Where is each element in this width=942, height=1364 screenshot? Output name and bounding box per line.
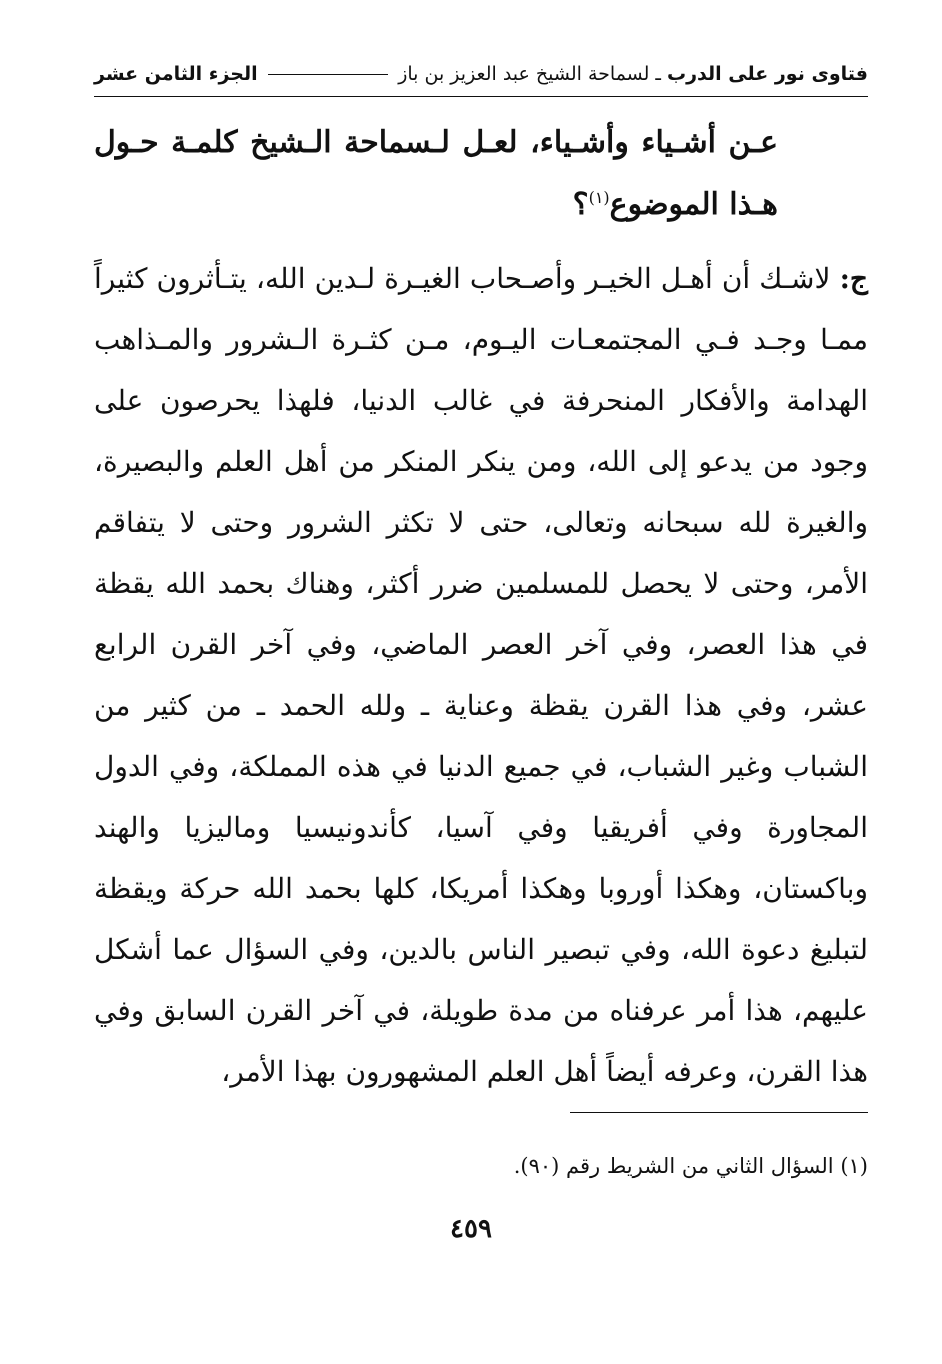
author-line: لسماحة الشيخ عبد العزيز بن باز [398,63,650,85]
footnote-divider [570,1112,868,1113]
question-body: عـن أشـياء وأشـياء، لعـل لـسماحة الـشيخ كلمـة حـول هـذا الموضوع [94,125,778,222]
header-separator: ـ [655,63,661,85]
page-number: ٤٥٩ [450,1214,492,1244]
answer-paragraph [94,248,868,1102]
volume-label: الجزء الثامن عشر [94,63,258,85]
book-title: فتاوى نور على الدرب [667,63,868,85]
footnote: (١) السؤال الثاني من الشريط رقم (٩٠). [513,1154,868,1178]
running-header [94,52,868,97]
header-rule [268,74,389,75]
footnote-reference[interactable]: (١) [588,188,610,207]
answer-body: لاشـك أن أهـل الخيـر وأصـحاب الغيـرة لـدين الله، يتـأثرون كثيراً ممـا وجـد فـي المجتمعـات اليـوم، مـن كثـرة الـشرور والمـذاهب الهدامة والأفكار المنحرفة في غالب الدنيا، فلهذا يحرصون على وجود من يدعو إلى الله، ومن ينكر المنكر من أهل العلم والبصيرة، والغيرة لله سبحانه وتعالى، حتى لا تكثر الشرور وحتى لا يتفاقم الأمر، وحتى لا يحصل للمسلمين ضرر أكثر، وهناك بحمد الله يقظة في هذا العصر، وفي آخر العصر الماضي، وفي آخر القرن الرابع عشر، وفي هذا القرن يقظة وعناية ـ ولله الحمد ـ من كثير من الشباب وغير الشباب، في جميع الدنيا في هذه المملكة، وفي الدول المجاورة وفي أفريقيا وفي آسيا، كأندونيسيا وماليزيا والهند وباكستان، وهكذا أوروبا وهكذا أمريكا، كلها بحمد الله حركة ويقظة لتبليغ دعوة الله، وفي تبصير الناس بالدين، وفي السؤال عما أشكل عليهم، هذا أمر عرفناه من مدة طويلة، في آخر القرن السابق وفي هذا القرن، وعرفه أيضاً أهل العلم المشهورون بهذا الأمر، [94,262,868,1088]
question-mark: ؟ [572,187,589,222]
question-text [94,112,778,236]
answer-marker: ج: [839,262,868,295]
